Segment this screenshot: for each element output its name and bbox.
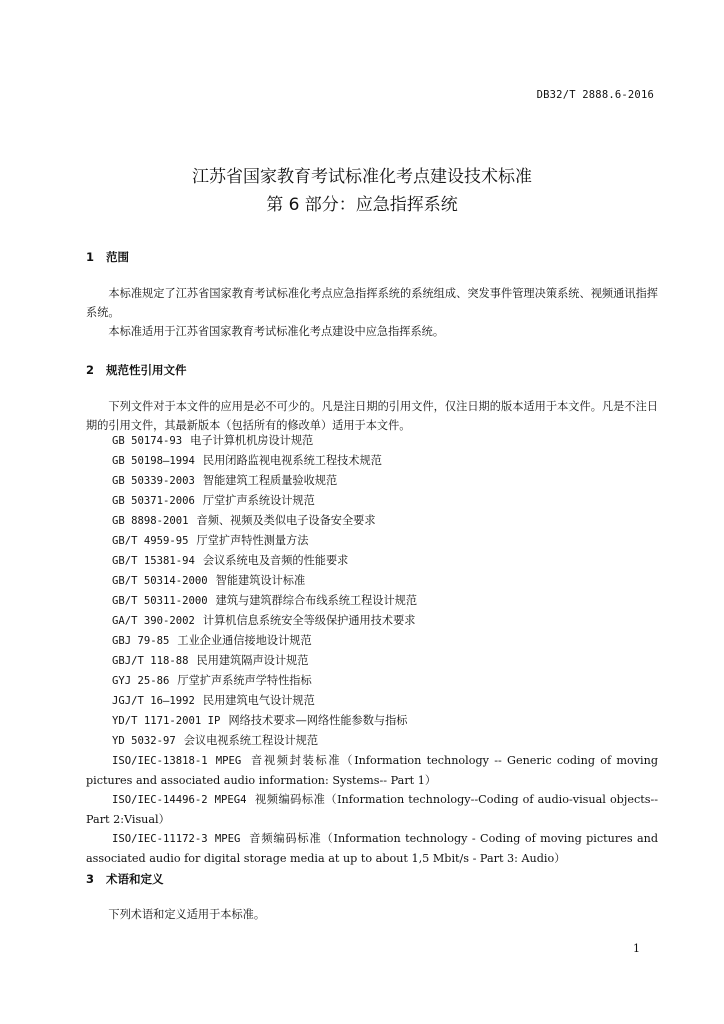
reference-item (86, 511, 658, 531)
reference-title: 工业企业通信接地设计规范 (177, 634, 312, 647)
reference-title: 音视频封装标准（Information technology -- Generic coding of moving pictures and associated audio information: Systems-- Part 1） (86, 754, 659, 787)
reference-title: 音频、视频及类似电子设备安全要求 (196, 514, 376, 527)
reference-item (86, 671, 658, 691)
reference-item (86, 451, 658, 471)
scope-paragraph-2: 本标准适用于江苏省国家教育考试标准化考点建设中应急指挥系统。 (108, 325, 445, 338)
reference-code: GB 50339-2003 (112, 475, 195, 487)
reference-title: 厅堂扩声系统设计规范 (202, 494, 315, 507)
reference-item (86, 829, 658, 868)
reference-title: 厅堂扩声系统声学特性指标 (177, 674, 312, 687)
reference-title: 智能建筑设计标准 (215, 574, 306, 587)
reference-title: 民用建筑隔声设计规范 (196, 654, 309, 667)
reference-title: 计算机信息系统安全等级保护通用技术要求 (202, 614, 416, 627)
reference-item (86, 651, 658, 671)
document-code: DB32/T 2888.6-2016 (536, 89, 654, 101)
reference-title: 网络技术要求—网络性能参数与指标 (228, 714, 408, 727)
section-number: 3 (86, 872, 95, 886)
reference-code: ISO/IEC-11172-3 MPEG (112, 833, 241, 845)
reference-item (86, 431, 658, 451)
section-heading-normative-references (86, 362, 187, 378)
reference-title: 建筑与建筑群综合布线系统工程设计规范 (215, 594, 418, 607)
section-number: 1 (86, 250, 95, 264)
terms-intro-paragraph: 下列术语和定义适用于本标准。 (108, 908, 266, 921)
section-title: 术语和定义 (106, 872, 164, 886)
reference-code: GB/T 4959-95 (112, 535, 189, 547)
reference-item (86, 571, 658, 591)
reference-title: 音频编码标准（Information technology - Coding of moving pictures and associated audio for digital storage media at up to about 1,5 Mbit/s - Part 3: Audio） (86, 832, 659, 865)
reference-code: ISO/IEC-14496-2 MPEG4 (112, 794, 247, 806)
reference-item (86, 491, 658, 511)
section-heading-terms-definitions (86, 871, 164, 887)
reference-item (86, 611, 658, 631)
reference-title: 电子计算机机房设计规范 (190, 434, 314, 447)
document-subtitle: 第 6 部分：应急指挥系统 (266, 195, 458, 215)
reference-title: 民用建筑电气设计规范 (202, 694, 315, 707)
document-title: 江苏省国家教育考试标准化考点建设技术标准 (192, 167, 532, 187)
page-number: 1 (633, 942, 640, 955)
reference-code: GB/T 50314-2000 (112, 575, 208, 587)
reference-item (86, 531, 658, 551)
reference-code: GB 50371-2006 (112, 495, 195, 507)
reference-title: 智能建筑工程质量验收规范 (202, 474, 338, 487)
reference-item (86, 631, 658, 651)
reference-item (86, 751, 658, 790)
reference-title: 视频编码标准（Information technology--Coding of audio-visual objects--Part 2:Visual） (86, 793, 659, 826)
scope-paragraph-1: 本标准规定了江苏省国家教育考试标准化考点应急指挥系统的系统组成、突发事件管理决策系统、视频通讯指挥系统。 (86, 287, 658, 319)
reference-code: GBJ/T 118-88 (112, 655, 189, 667)
reference-code: YD/T 1171-2001 IP (112, 715, 221, 727)
references-intro-paragraph: 下列文件对于本文件的应用是必不可少的。凡是注日期的引用文件，仅注日期的版本适用于本文件。凡是不注日期的引用文件，其最新版本（包括所有的修改单）适用于本文件。 (86, 400, 658, 432)
reference-list (86, 431, 658, 868)
reference-code: GB/T 50311-2000 (112, 595, 208, 607)
reference-code: GB 50198—1994 (112, 455, 195, 467)
reference-item (86, 711, 658, 731)
reference-item (86, 471, 658, 491)
reference-code: YD 5032-97 (112, 735, 176, 747)
reference-title: 民用闭路监视电视系统工程技术规范 (202, 454, 382, 467)
section-heading-scope (86, 249, 129, 265)
reference-item (86, 691, 658, 711)
section-number: 2 (86, 363, 95, 377)
reference-title: 厅堂扩声特性测量方法 (196, 534, 309, 547)
reference-item (86, 591, 658, 611)
reference-code: GB 50174-93 (112, 435, 183, 447)
reference-item (86, 551, 658, 571)
reference-code: GB 8898-2001 (112, 515, 189, 527)
reference-code: GBJ 79-85 (112, 635, 170, 647)
reference-code: JGJ/T 16—1992 (112, 695, 195, 707)
reference-title: 会议电视系统工程设计规范 (183, 734, 319, 747)
reference-title: 会议系统电及音频的性能要求 (202, 554, 349, 567)
reference-code: ISO/IEC-13818-1 MPEG (112, 755, 242, 767)
section-title: 规范性引用文件 (106, 363, 187, 377)
reference-item (86, 790, 658, 829)
reference-code: GA/T 390-2002 (112, 615, 195, 627)
reference-item (86, 731, 658, 751)
reference-code: GYJ 25-86 (112, 675, 170, 687)
reference-code: GB/T 15381-94 (112, 555, 195, 567)
section-title: 范围 (106, 250, 129, 264)
